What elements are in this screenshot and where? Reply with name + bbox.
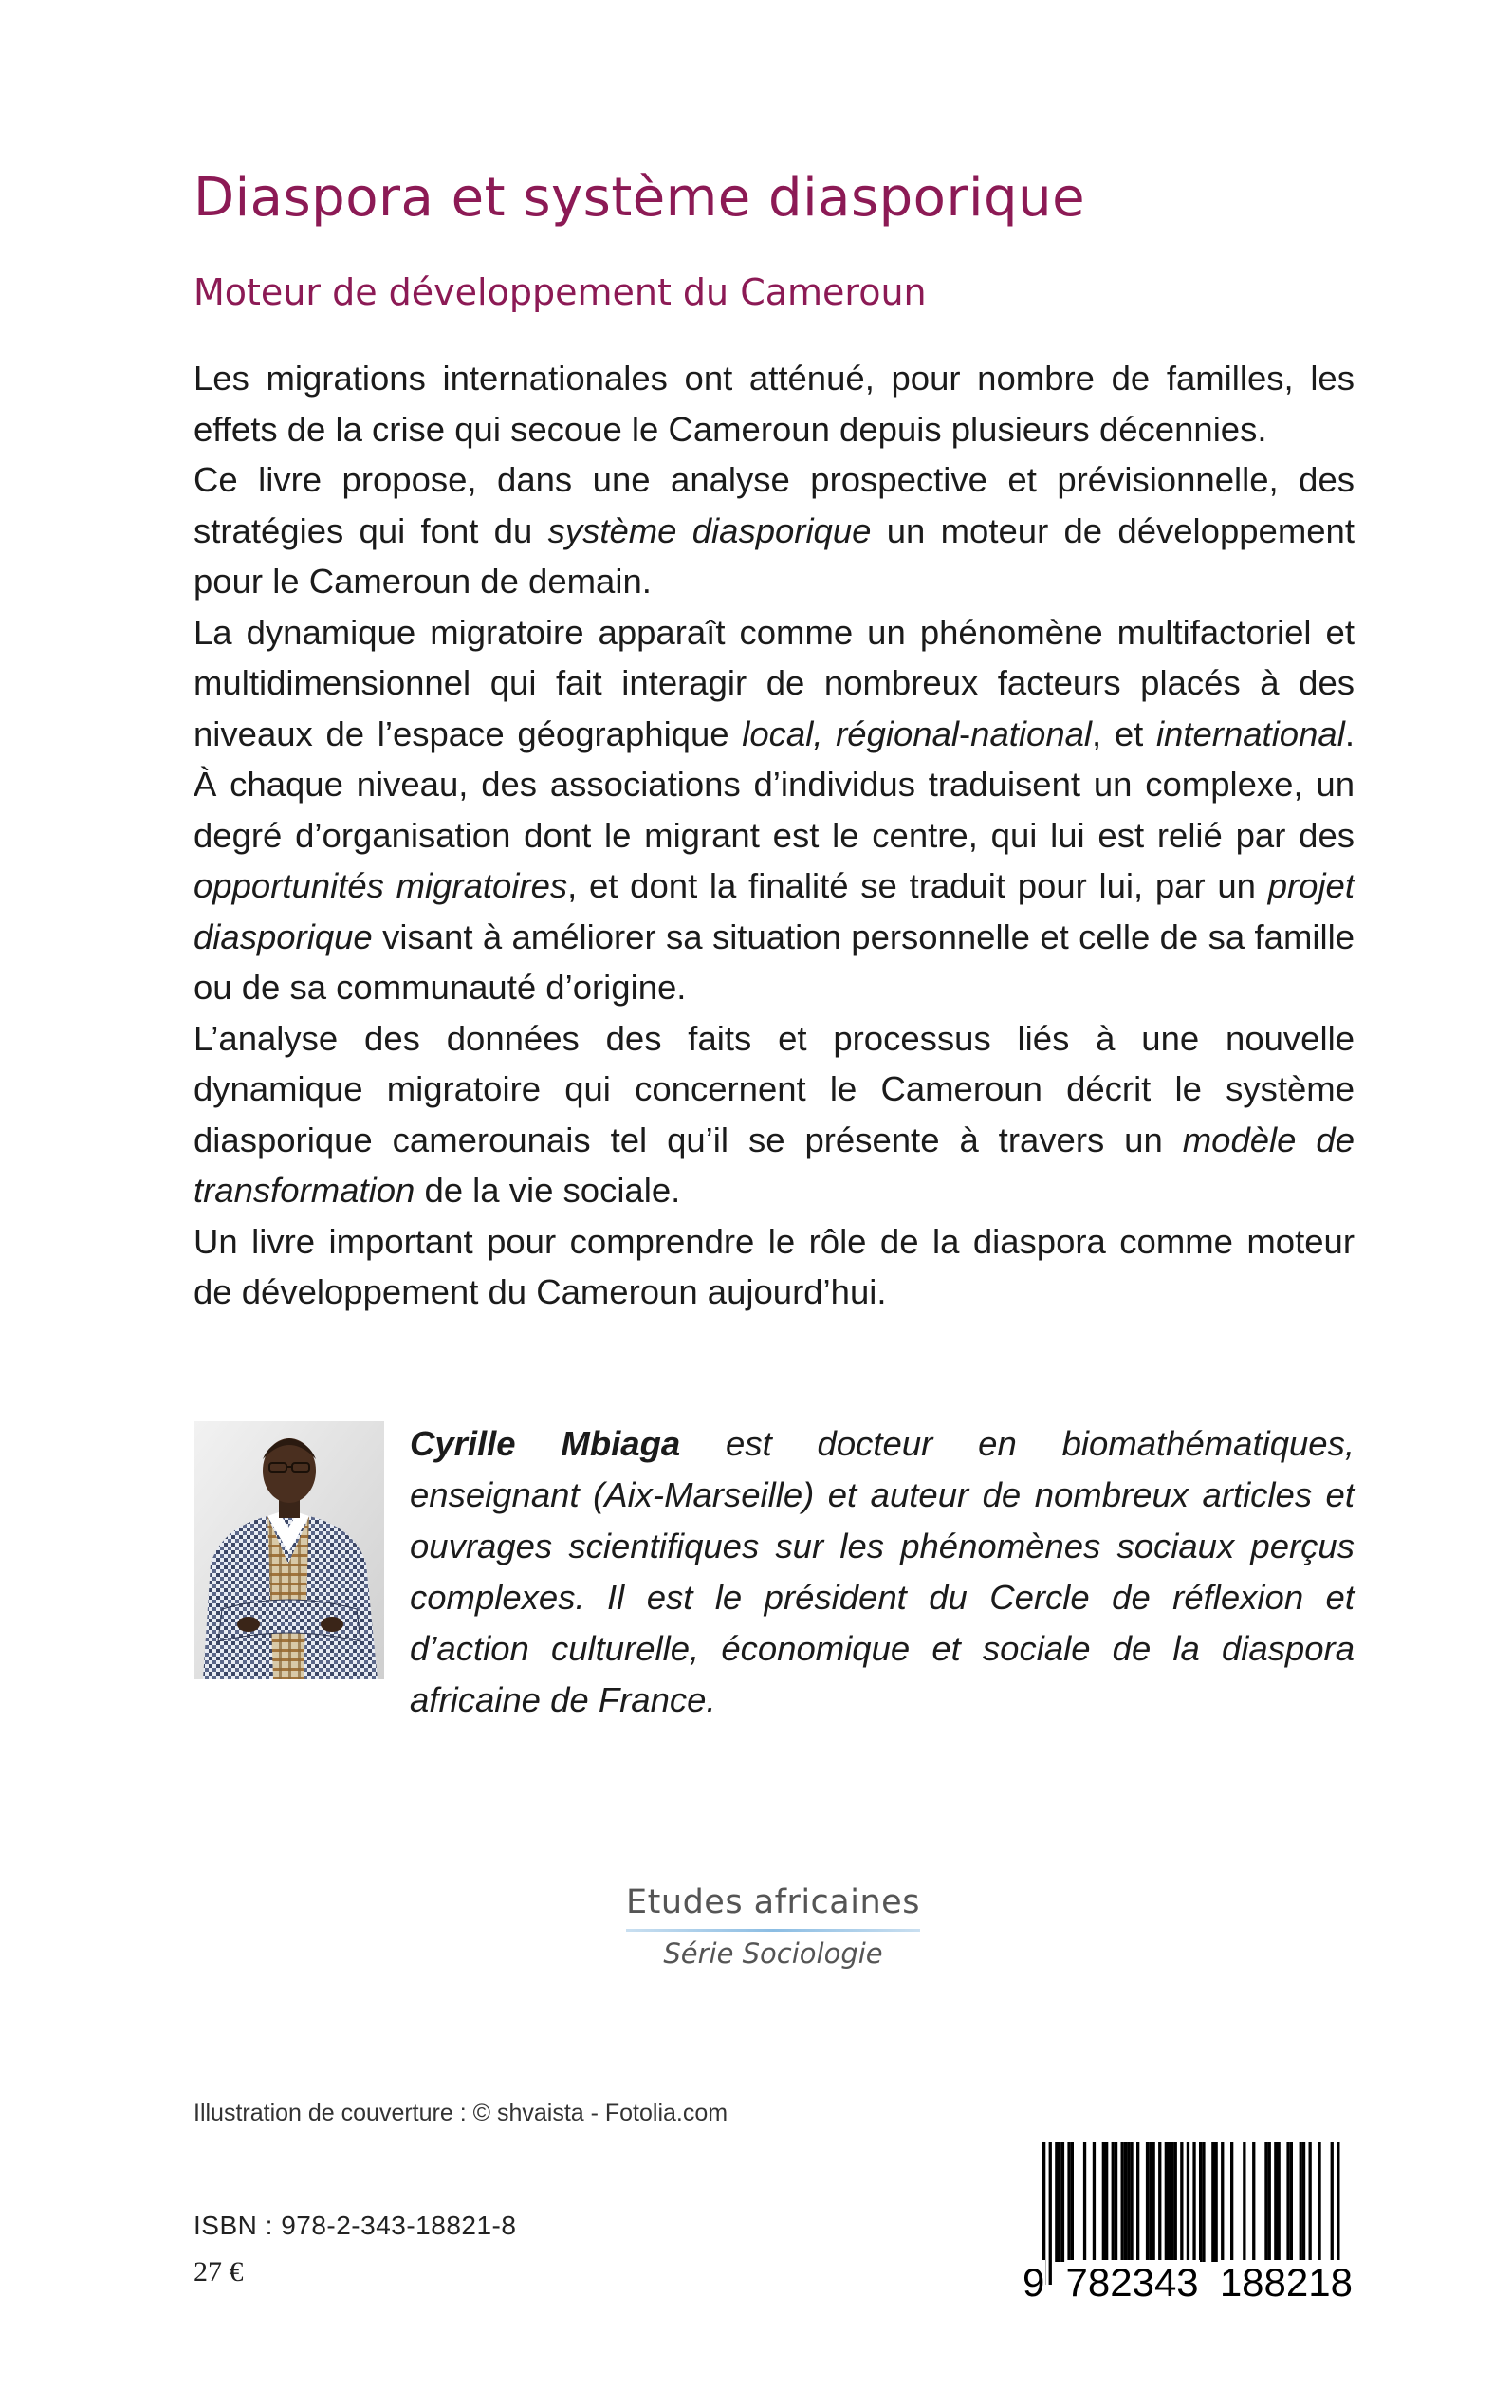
- price: 27 €: [194, 2256, 244, 2288]
- barcode-bar: [1174, 2142, 1177, 2262]
- book-subtitle: Moteur de développement du Cameroun: [194, 271, 927, 313]
- barcode-bar: [1083, 2142, 1086, 2262]
- series-name: Etudes africaines: [626, 1883, 920, 1921]
- blurb-paragraph: [194, 353, 1355, 454]
- barcode-bar: [1268, 2142, 1271, 2262]
- barcode-bar: [1115, 2142, 1117, 2262]
- barcode-bar: [1180, 2142, 1183, 2262]
- blurb-run: L’analyse des données des faits et processus liés à une nouvelle dynamique migratoire qui concernent le Cameroun décrit le système diasporique camerounais tel qu’il se présente à travers un: [194, 1018, 1355, 1159]
- blurb-text: [194, 353, 1355, 1318]
- series-subtitle: Série Sociologie: [663, 1937, 883, 1970]
- author-name: Cyrille Mbiaga: [410, 1424, 681, 1463]
- blurb-run: -: [959, 713, 971, 753]
- blurb-paragraph: [194, 454, 1355, 607]
- barcode-bar: [1211, 2142, 1214, 2262]
- blurb-run: La dynamique migratoire apparaît comme un phénomène multifactoriel et multidimensionnel qui fait interagir de nombreux facteurs placés à des niveaux de l’espace géographique: [194, 612, 1355, 753]
- barcode-digits: [1022, 2258, 1354, 2307]
- blurb-italic-run: international: [1155, 713, 1345, 753]
- barcode-bar: [1215, 2142, 1218, 2262]
- barcode-bar: [1112, 2142, 1115, 2262]
- blurb-run: . À chaque niveau, des associations d’individus traduisent un complexe, un degré d’organisation dont le migrant est le centre, qui lui est relié par des: [194, 713, 1355, 855]
- barcode-bar: [1061, 2142, 1064, 2262]
- barcode-bar: [1158, 2142, 1161, 2262]
- blurb-italic-run: opportunités migratoires: [194, 866, 568, 905]
- barcode-bar: [1230, 2142, 1233, 2262]
- blurb-run: de la vie sociale.: [415, 1171, 681, 1210]
- barcode-bar: [1152, 2142, 1155, 2262]
- barcode-bar: [1199, 2142, 1202, 2262]
- blurb-run: un moteur de développement pour le Cameroun de demain.: [194, 510, 1355, 601]
- barcode-bar: [1093, 2142, 1096, 2262]
- blurb-italic-run: système diasporique: [547, 510, 872, 550]
- barcode-bar: [1202, 2142, 1205, 2262]
- series-logo: [626, 1883, 920, 1970]
- barcode-bar: [1274, 2142, 1277, 2262]
- barcode-bar: [1171, 2142, 1173, 2262]
- blurb-paragraph: [194, 1216, 1355, 1318]
- barcode-digit-group: 782343: [1065, 2260, 1199, 2305]
- barcode-bar: [1105, 2142, 1108, 2262]
- barcode-bar: [1059, 2142, 1061, 2262]
- barcode-bar: [1067, 2142, 1070, 2262]
- blurb-italic-run: projet diasporique: [194, 866, 1355, 956]
- barcode-bar: [1309, 2142, 1312, 2262]
- barcode-digit-group: 188218: [1219, 2260, 1353, 2305]
- isbn: ISBN : 978-2-343-18821-8: [194, 2211, 517, 2240]
- blurb-italic-run: national: [970, 713, 1093, 753]
- blurb-paragraph: [194, 1013, 1355, 1216]
- barcode-bar: [1130, 2142, 1133, 2262]
- barcode-bar: [1127, 2142, 1130, 2262]
- author-bio: [410, 1418, 1355, 1726]
- author-bio-text: est docteur en biomathématiques, enseignant (Aix-Marseille) et auteur de nombreux articles et ouvrages scientifiques sur les phénomènes sociaux perçus complexes. Il est le président du Cercle de réflexion et d’action culturelle, économique et sociale de la diaspora africaine de France.: [410, 1424, 1355, 1719]
- blurb-run: Les migrations internationales ont atténué, pour nombre de familles, les effets de la crise qui secoue le Cameroun depuis plusieurs décennies.: [194, 359, 1355, 449]
- author-photo: [194, 1421, 384, 1679]
- book-title: Diaspora et système diasporique: [194, 167, 1086, 229]
- barcode-bar: [1146, 2142, 1149, 2262]
- series-divider: [626, 1929, 920, 1932]
- barcode-bar: [1168, 2142, 1171, 2262]
- blurb-run: Un livre important pour comprendre le rôle de la diaspora comme moteur de développement du Cameroun aujourd’hui.: [194, 1221, 1355, 1311]
- barcode-bar: [1102, 2142, 1105, 2262]
- barcode-bar: [1243, 2142, 1245, 2262]
- barcode-bar: [1286, 2142, 1289, 2262]
- barcode-bar: [1302, 2142, 1305, 2262]
- barcode-bar: [1278, 2142, 1281, 2262]
- barcode-bar: [1165, 2142, 1168, 2262]
- blurb-run: , et: [1092, 713, 1156, 753]
- barcode-bar: [1221, 2142, 1224, 2262]
- barcode-digit-group: 9: [1023, 2260, 1045, 2305]
- blurb-run: Ce livre propose, dans une analyse prospective et prévisionnelle, des stratégies qui font du: [194, 460, 1355, 550]
- barcode-bar: [1071, 2142, 1074, 2262]
- barcode-bar: [1300, 2142, 1302, 2262]
- barcode-bar: [1318, 2142, 1320, 2262]
- barcode-bar: [1149, 2142, 1152, 2262]
- barcode-bar: [1252, 2142, 1255, 2262]
- blurb-italic-run: local, régional: [742, 713, 960, 753]
- blurb-run: , et dont la finalité se traduit pour lui, par un: [567, 866, 1268, 905]
- blurb-italic-run: modèle de transformation: [194, 1120, 1355, 1210]
- cover-credit: Illustration de couverture : © shvaista - Fotolia.com: [194, 2100, 728, 2126]
- blurb-run: visant à améliorer sa situation personnelle et celle de sa famille ou de sa communauté d’origine.: [194, 917, 1355, 1007]
- barcode-bar: [1290, 2142, 1293, 2262]
- blurb-paragraph: [194, 607, 1355, 1013]
- barcode-bar: [1124, 2142, 1127, 2262]
- barcode-bar: [1121, 2142, 1124, 2262]
- barcode-bar: [1264, 2142, 1267, 2262]
- barcode-bar: [1055, 2142, 1058, 2262]
- barcode-bar: [1136, 2142, 1139, 2262]
